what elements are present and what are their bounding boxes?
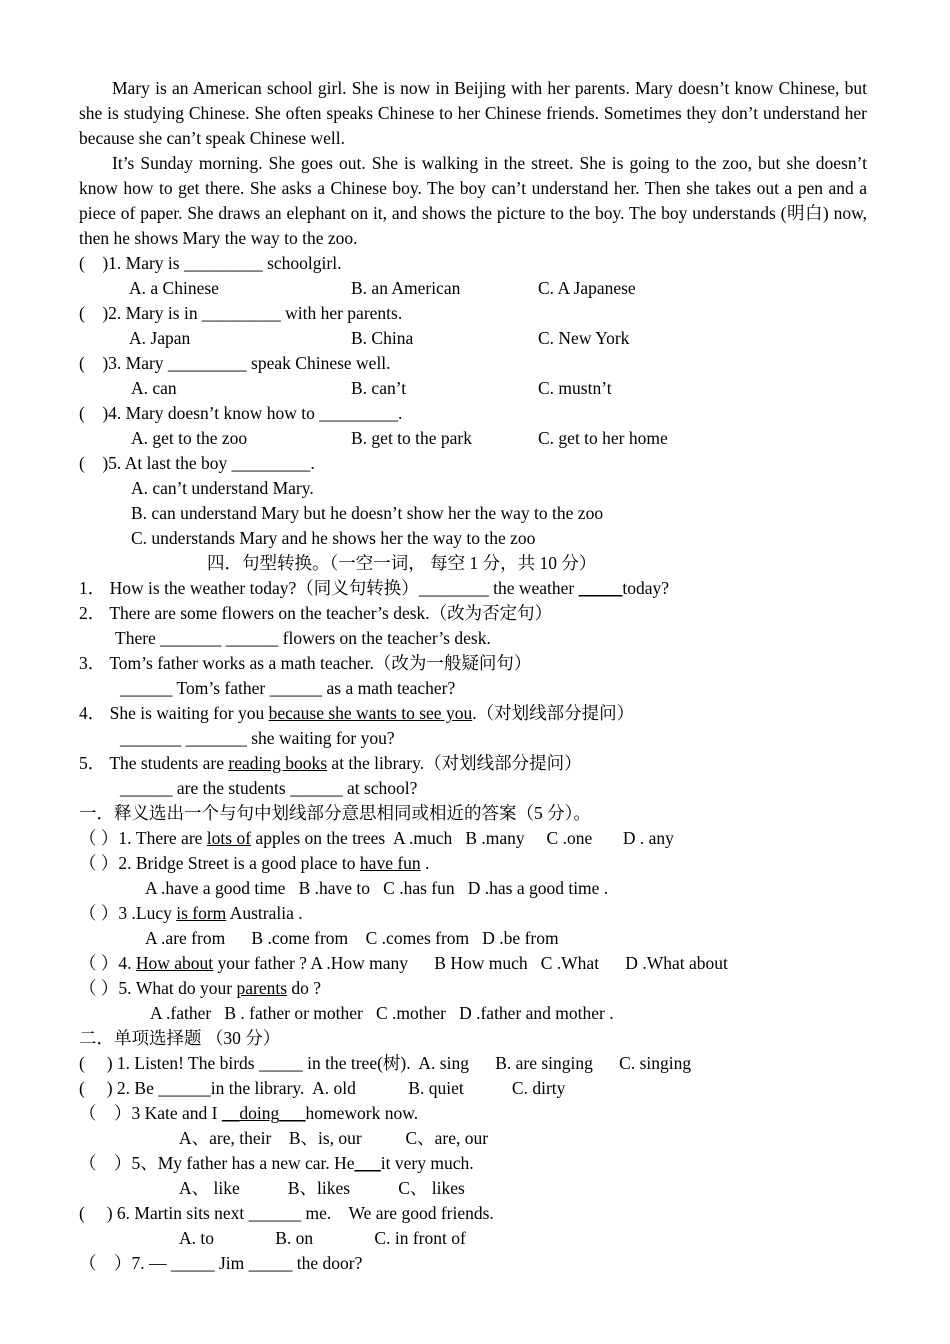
- s1-options-3: A .are from B .come from C .comes from D .be from: [145, 928, 559, 948]
- s2-options-6: A. to B. on C. in front of: [179, 1228, 466, 1248]
- s4-item-4: 4． She is waiting for you because she wants to see you.（对划线部分提问）: [79, 703, 635, 723]
- option-a: A. get to the zoo: [131, 428, 248, 448]
- s4-answer-3: ______ Tom’s father ______ as a math teacher?: [120, 678, 456, 698]
- s4-item-2: 2． There are some flowers on the teacher’s desk.（改为否定句）: [79, 603, 553, 623]
- option-c: C. understands Mary and he shows her the way to the zoo: [131, 528, 536, 548]
- s4-answer-4: _______ _______ she waiting for you?: [120, 728, 395, 748]
- reading-options-3: [79, 376, 867, 401]
- s2-question-6: ( ) 6. Martin sits next ______ me. We are good friends.: [79, 1203, 494, 1223]
- s2-options-3: A、are, their B、is, our C、are, our: [179, 1128, 489, 1148]
- option-a: A. Japan: [129, 328, 191, 348]
- option-b: B. can understand Mary but he doesn’t show her the way to the zoo: [131, 503, 604, 523]
- reading-question-3: ( )3. Mary _________ speak Chinese well.: [79, 353, 391, 373]
- reading-question-2: ( )2. Mary is in _________ with her parents.: [79, 303, 403, 323]
- option-b: B. get to the park: [351, 428, 473, 448]
- s2-question-7: （ ）7. — _____ Jim _____ the door?: [79, 1253, 363, 1273]
- s2-question-5: （ ）5、My father has a new car. He___it very much.: [79, 1153, 474, 1173]
- section-1-title: 一．释义选出一个与句中划线部分意思相同或相近的答案（5 分）。: [79, 803, 591, 823]
- option-a: A. can: [131, 378, 177, 398]
- s4-item-5: 5． The students are reading books at the library.（对划线部分提问）: [79, 753, 582, 773]
- reading-options-1: [79, 276, 867, 301]
- reading-option-5a: [79, 476, 867, 501]
- option-c: C. get to her home: [538, 428, 668, 448]
- s2-question-1: ( ) 1. Listen! The birds _____ in the tree(树). A. sing B. are singing C. singing: [79, 1053, 692, 1073]
- worksheet-page: [79, 76, 867, 1276]
- s4-item-1: 1． How is the weather today?（同义句转换）________ the weather _____today?: [79, 578, 670, 598]
- s1-question-3: （ ）3 .Lucy is form Australia .: [79, 903, 303, 923]
- s1-question-2: （ ）2. Bridge Street is a good place to have fun .: [79, 853, 430, 873]
- option-b: B. can’t: [351, 378, 407, 398]
- option-b: B. China: [351, 328, 414, 348]
- option-c: C. A Japanese: [538, 278, 636, 298]
- s1-question-4: （ ）4. How about your father ? A .How many B How much C .What D .What about: [79, 953, 728, 973]
- passage-paragraph-1: Mary is an American school girl. She is now in Beijing with her parents. Mary doesn’t know Chinese, but she is studying Chinese. She often speaks Chinese to her Chinese friends. Sometimes they don’t understand her because she can’t speak Chinese well.: [79, 78, 867, 148]
- s2-options-5: A、 like B、likes C、 likes: [179, 1178, 465, 1198]
- reading-option-5c: [79, 526, 867, 551]
- section-2-title: 二．单项选择题 （30 分）: [79, 1028, 281, 1048]
- reading-question-4: ( )4. Mary doesn’t know how to _________.: [79, 403, 403, 423]
- s4-item-3: 3． Tom’s father works as a math teacher.（改为一般疑问句）: [79, 653, 532, 673]
- option-a: A. can’t understand Mary.: [131, 478, 314, 498]
- s1-question-5: （ ）5. What do your parents do ?: [79, 978, 322, 998]
- reading-options-4: [79, 426, 867, 451]
- s1-options-2: A .have a good time B .have to C .has fun D .has a good time .: [145, 878, 609, 898]
- section-4-title: 四．句型转换。（一空一词， 每空 1 分，共 10 分）: [207, 553, 597, 573]
- reading-question-5: ( )5. At last the boy _________.: [79, 453, 315, 473]
- s2-question-3: （ ）3 Kate and I __doing___homework now.: [79, 1103, 419, 1123]
- s4-answer-2: There _______ ______ flowers on the teacher’s desk.: [115, 628, 491, 648]
- passage-paragraph-2: It’s Sunday morning. She goes out. She is walking in the street. She is going to the zoo, but she doesn’t know how to get there. She asks a Chinese boy. The boy can’t understand her. Then she takes out a pen and a piece of paper. She draws an elephant on it, and shows the picture to the boy. The boy understands (明白) now, then he shows Mary the way to the zoo.: [79, 153, 867, 248]
- s1-options-5: A .father B . father or mother C .mother D .father and mother .: [150, 1003, 614, 1023]
- reading-question-1: ( )1. Mary is _________ schoolgirl.: [79, 253, 342, 273]
- s4-answer-5: ______ are the students ______ at school?: [120, 778, 418, 798]
- option-b: B. an American: [351, 278, 461, 298]
- option-c: C. New York: [538, 328, 630, 348]
- s1-question-1: （ ）1. There are lots of apples on the trees A .much B .many C .one D . any: [79, 828, 674, 848]
- reading-options-2: [79, 326, 867, 351]
- s2-question-2: ( ) 2. Be ______in the library. A. old B. quiet C. dirty: [79, 1078, 566, 1098]
- reading-option-5b: [79, 501, 867, 526]
- option-c: C. mustn’t: [538, 378, 612, 398]
- option-a: A. a Chinese: [129, 278, 219, 298]
